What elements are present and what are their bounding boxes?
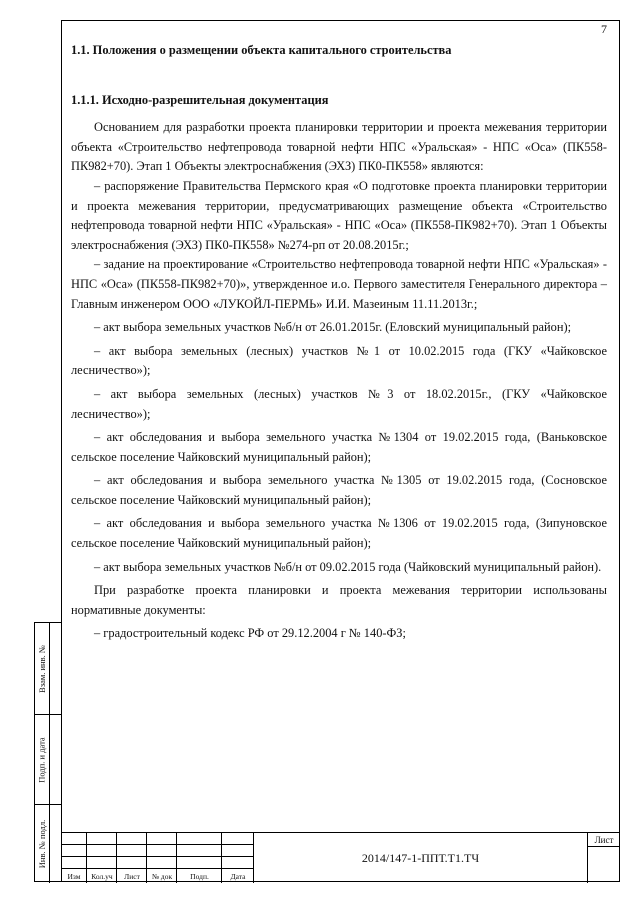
side-cell-vzam-value [49,623,62,715]
list-item-akt-2: – акт выбора земельных (лесных) участков №1 от 10.02.2015 года (ГКУ «Чайковское лесничество»); [71,343,607,378]
side-cell-vzam [35,623,49,715]
title-block-revisions [61,833,254,883]
side-label-inv-podl: Инв. № подл. [37,819,47,869]
list-item-rasporyazhenie: – распоряжение Правительства Пермского края «О подготовке проекта планировки территории и проекта межевания территории, предусматривающих размещение объекта «Строительство нефтепровода товарной нефти НПС «Уральская» - НПС «Оса» (ПК558-ПК982+70). Этап 1 Объекты электроснабжения (ЭХЗ) ПК0-ПК558» №274-рп от 20.08.2015г.; [71,178,607,252]
column-podp: Подп. [190,872,209,881]
column-kol-uch: Кол.уч [91,872,113,881]
paragraph-normative: При разработке проекта планировки и проекта межевания территории использованы нормативные документы: [71,583,607,617]
column-izm: Изм [67,872,81,881]
side-cell-inv [35,805,49,883]
side-cell-podp [35,715,49,805]
column-list: Лист [124,872,140,881]
column-n-dok: № док [151,872,173,881]
sheet-cell [588,833,620,883]
side-label-podp-data: Подп. и дата [37,736,48,783]
list-item-akt-7: – акт выбора земельных участков №б/н от 09.02.2015 года (Чайковский муниципальный район). [94,559,602,574]
title-block [61,832,620,882]
list-item-zadanie: – задание на проектирование «Строительство нефтепровода товарной нефти НПС «Уральская» - НПС «Оса» (ПК558-ПК982+70)», утвержденное и.о. Первого заместителя Генерального директора – Главным инженером ООО «ЛУКОЙЛ-ПЕРМЬ» И.И. Мазеиным 11.11.2013г.; [71,257,607,311]
side-cell-podp-value [49,715,62,805]
list-item-akt-5: – акт обследования и выбора земельного участка №1305 от 19.02.2015 года, (Сосновское сельское поселение Чайковский муниципальный район); [71,473,607,507]
document-body [71,41,607,644]
column-data: Дата [230,872,246,881]
list-item-gradkodeks: – градостроительный кодекс РФ от 29.12.2004 г № 140-ФЗ; [94,626,406,641]
section-heading: 1.1. Положения о размещении объекта капитального строительства [71,43,452,57]
side-stamp [34,622,61,882]
page-frame [61,20,620,882]
subsection-heading: 1.1.1. Исходно-разрешительная документация [71,92,329,107]
paragraph-intro: Основанием для разработки проекта планировки территории и проекта межевания территории объекта «Строительство нефтепровода товарной нефти НПС «Уральская» - НПС «Оса» (ПК558-ПК982+70). Этап 1 Объекты электроснабжения (ЭХЗ) ПК0-ПК558» являются: [71,120,607,174]
page-number: 7 [601,22,607,36]
side-label-vzam-inv: Взам. инв. № [37,644,47,693]
list-item-akt-6: – акт обследования и выбора земельного участка №1306 от 19.02.2015 года, (Зипуновское сельское поселение Чайковский муниципальный район); [71,516,607,551]
document-code: 2014/147-1-ППТ.Т1.ТЧ [254,833,588,883]
list-item-akt-1: – акт выбора земельных участков №б/н от 26.01.2015г. (Еловский муниципальный район); [94,320,572,335]
list-item-akt-4: – акт обследования и выбора земельного участка №1304 от 19.02.2015 года, (Ваньковское сельское поселение Чайковский муниципальный район); [71,430,607,464]
sheet-label: Лист [588,833,620,847]
list-item-akt-3: – акт выбора земельных (лесных) участков №3 от 18.02.2015г., (ГКУ «Чайковское лесничество»); [71,386,607,421]
